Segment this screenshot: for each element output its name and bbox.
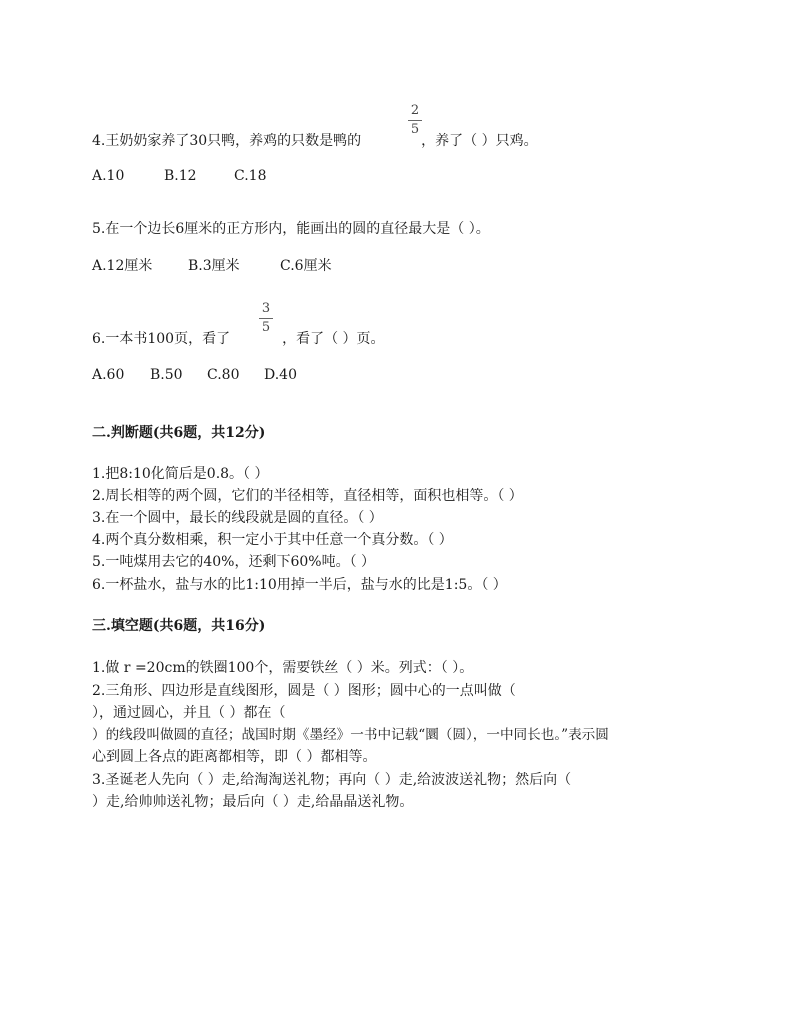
judge-item-1: 1.把8:10化简后是0.8。（ ） bbox=[92, 466, 269, 482]
fraction-numerator: 2 bbox=[410, 103, 420, 118]
question-6 bbox=[92, 329, 385, 349]
question-5-options bbox=[92, 256, 332, 276]
option: D.40 bbox=[264, 367, 297, 383]
option: B.50 bbox=[150, 367, 183, 383]
fill-line-2: 2.三角形、四边形是直线图形，圆是（ ）图形；圆中心的一点叫做（ bbox=[92, 683, 516, 699]
option: C.80 bbox=[207, 367, 240, 383]
judge-item-4: 4.两个真分数相乘，积一定小于其中任意一个真分数。（ ） bbox=[92, 532, 453, 548]
fill-line-6: 3.圣诞老人先向（ ）走,给淘淘送礼物；再向（ ）走,给波波送礼物；然后向（ bbox=[92, 772, 572, 788]
section-3-title: 三.填空题(共6题，共16分) bbox=[92, 618, 266, 634]
judge-item-6: 6.一杯盐水，盐与水的比1:10用掉一半后，盐与水的比是1:5。（ ） bbox=[92, 577, 507, 593]
option: B.3厘米 bbox=[188, 258, 240, 274]
fill-line-5: 心到圆上各点的距离都相等，即（ ）都相等。 bbox=[92, 749, 377, 765]
option: C.6厘米 bbox=[280, 258, 332, 274]
fill-line-4: ）的线段叫做圆的直径；战国时期《墨经》一书中记载“圜（圆），一中同长也。”表示圆 bbox=[92, 727, 609, 743]
fill-line-7: ）走,给帅帅送礼物；最后向（ ）走,给晶晶送礼物。 bbox=[92, 794, 414, 810]
judge-item-2: 2.周长相等的两个圆，它们的半径相等，直径相等，面积也相等。（ ） bbox=[92, 488, 523, 504]
fraction-denominator: 5 bbox=[410, 122, 420, 137]
fraction-denominator: 5 bbox=[261, 320, 271, 335]
option: A.12厘米 bbox=[92, 258, 153, 274]
section-2-title: 二.判断题(共6题，共12分) bbox=[92, 425, 266, 441]
question-4 bbox=[92, 131, 538, 151]
option: A.60 bbox=[92, 367, 125, 383]
question-6-options bbox=[92, 365, 297, 385]
fill-line-3: ），通过圆心，并且（ ）都在（ bbox=[92, 705, 286, 721]
option: C.18 bbox=[234, 168, 267, 184]
question-4-text-a: 4.王奶奶家养了30只鸭，养鸡的只数是鸭的 bbox=[92, 133, 362, 149]
option: A.10 bbox=[92, 168, 125, 184]
question-5: 5.在一个边长6厘米的正方形内，能画出的圆的直径最大是（ ）。 bbox=[92, 221, 490, 237]
question-6-text-b: ，看了（ ）页。 bbox=[282, 331, 385, 347]
fill-line-1: 1.做 r =20cm的铁圈100个，需要铁丝（ ）米。列式：（ ）。 bbox=[92, 660, 474, 676]
question-6-text-a: 6.一本书100页，看了 bbox=[92, 331, 231, 347]
fraction-numerator: 3 bbox=[261, 301, 271, 316]
option: B.12 bbox=[164, 168, 197, 184]
judge-item-3: 3.在一个圆中，最长的线段就是圆的直径。（ ） bbox=[92, 510, 383, 526]
question-4-text-b: ，养了（ ）只鸡。 bbox=[421, 133, 538, 149]
judge-item-5: 5.一吨煤用去它的40%，还剩下60%吨。（ ） bbox=[92, 554, 376, 570]
question-4-options bbox=[92, 166, 266, 186]
